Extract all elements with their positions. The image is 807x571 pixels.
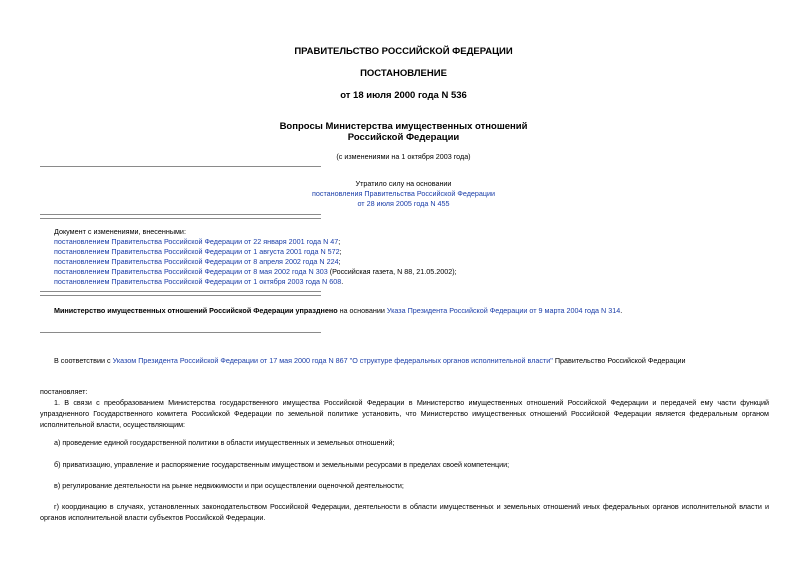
amendment-tail: . xyxy=(341,277,344,286)
item-a: а) проведение единой государственной политики в области имущественных и земельных отношений; xyxy=(54,438,395,447)
amendment-item xyxy=(54,257,774,267)
preamble xyxy=(54,355,774,366)
preamble-lead: В соответствии с xyxy=(54,356,113,365)
divider xyxy=(40,295,321,296)
amendments-intro: Документ с изменениями, внесенными: xyxy=(54,227,186,236)
divider xyxy=(40,218,321,219)
lost-force-text: Утратило силу на основании xyxy=(355,179,452,188)
amendment-item xyxy=(54,267,774,277)
divider xyxy=(40,214,321,215)
amendment-link[interactable]: постановлением Правительства Российской Федерации от 8 мая 2002 года N 303 xyxy=(54,267,328,276)
divider xyxy=(40,332,321,333)
abolished-bold: Министерство имущественных отношений Российской Федерации упразднено xyxy=(54,306,338,315)
item-g: г) координацию в случаях, установленных законодательством Российской Федерации, деятельности в области имущественных и земельных отношений иных федеральных органов исполнительной власти и органов исполнительной власти субъектов Российской Федерации. xyxy=(40,502,769,522)
amendment-tail: ; xyxy=(338,257,341,266)
lost-force-link[interactable] xyxy=(0,189,807,209)
amendments-block xyxy=(54,227,774,287)
amendment-item xyxy=(54,277,774,287)
government-heading: ПРАВИТЕЛЬСТВО РОССИЙСКОЙ ФЕДЕРАЦИИ xyxy=(294,46,513,57)
lost-force-link-line1[interactable]: постановления Правительства Российской Федерации xyxy=(311,189,496,198)
document-title xyxy=(0,121,807,143)
abolished-middle: на основании xyxy=(337,306,387,315)
amendment-link[interactable]: постановлением Правительства Российской Федерации от 8 апреля 2002 года N 224 xyxy=(54,257,339,266)
amendment-link[interactable]: постановлением Правительства Российской Федерации от 1 октября 2003 года N 608 xyxy=(54,277,342,286)
amendment-link[interactable]: постановлением Правительства Российской Федерации от 1 августа 2001 года N 572 xyxy=(54,247,340,256)
preamble-link[interactable]: Указом Президента Российской Федерации от 17 мая 2000 года N 867 "О структуре федеральных органов исполнительной власти" xyxy=(112,356,553,365)
abolished-link[interactable]: Указа Президента Российской Федерации от 9 марта 2004 года N 314 xyxy=(386,306,621,315)
amendment-link[interactable]: постановлением Правительства Российской Федерации от 22 января 2001 года N 47 xyxy=(54,237,339,246)
amendment-item xyxy=(54,247,774,257)
item-b: б) приватизацию, управление и распоряжение государственным имуществом и земельными ресурсами в пределах своей компетенции; xyxy=(54,460,510,469)
amendment-tail: ; xyxy=(338,237,341,246)
preamble-tail: Правительство Российской Федерации xyxy=(552,356,686,365)
changes-note: (с изменениями на 1 октября 2003 года) xyxy=(336,152,471,161)
divider xyxy=(40,291,321,292)
lost-force-notice xyxy=(0,179,807,209)
document-date-number: от 18 июля 2000 года N 536 xyxy=(340,90,467,101)
document-type: ПОСТАНОВЛЕНИЕ xyxy=(360,68,447,79)
lost-force-link-line2[interactable]: от 28 июля 2005 года N 455 xyxy=(357,199,450,208)
divider xyxy=(40,166,321,167)
amendment-tail: ; xyxy=(339,247,342,256)
resolves-word: постановляет: xyxy=(40,387,88,396)
abolished-notice xyxy=(54,306,774,316)
amendment-tail: (Российская газета, N 88, 21.05.2002); xyxy=(327,267,457,276)
document-title-line1: Вопросы Министерства имущественных отношений xyxy=(279,121,528,132)
amendment-item xyxy=(54,237,774,247)
item-v: в) регулирование деятельности на рынке недвижимости и при осуществлении оценочной деятельности; xyxy=(54,481,404,490)
abolished-tail: . xyxy=(620,306,623,315)
paragraph-1: 1. В связи с преобразованием Министерства государственного имущества Российской Федерации в Министерство имущественных отношений Российской Федерации и передачей ему части функций упраздненного Государственного комитета Российской Федерации по земельной политике установить, что Министерство имущественных отношений Российской Федерации является федеральным органом исполнительной власти, осуществляющим: xyxy=(40,398,769,429)
document-title-line2: Российской Федерации xyxy=(347,132,460,143)
